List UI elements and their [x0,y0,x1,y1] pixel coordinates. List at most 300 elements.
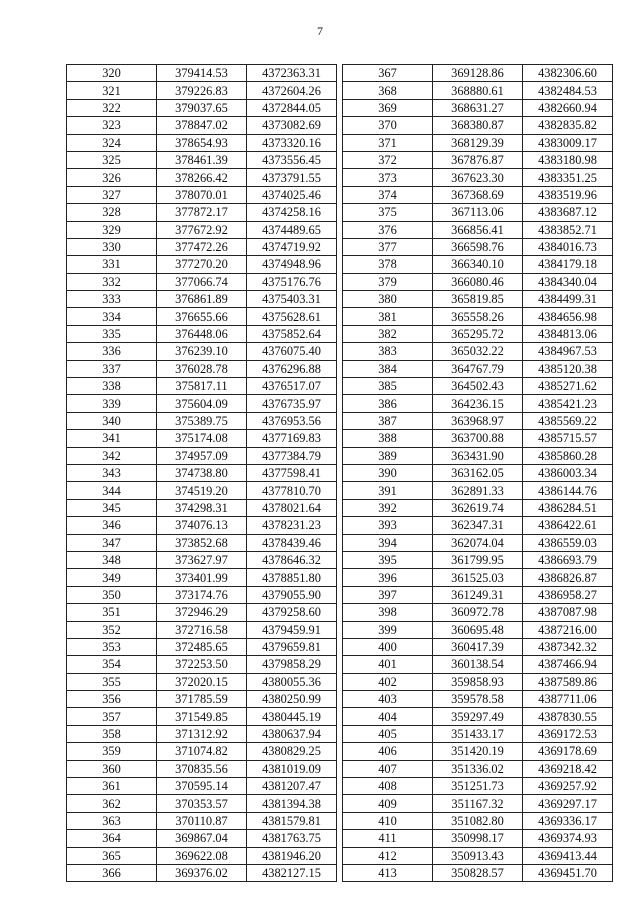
point-number-cell: 356 [67,691,157,708]
y-coordinate-cell: 4387589.86 [523,673,613,690]
table-row [67,743,337,760]
table-row [67,117,337,134]
table-row [67,99,337,116]
y-coordinate-cell: 4381207.47 [247,778,337,795]
x-coordinate-cell: 362891.33 [433,482,523,499]
table-row [343,847,613,864]
x-coordinate-cell: 377270.20 [157,256,247,273]
point-number-cell: 382 [343,325,433,342]
x-coordinate-cell: 373852.68 [157,534,247,551]
x-coordinate-cell: 365032.22 [433,343,523,360]
y-coordinate-cell: 4385860.28 [523,447,613,464]
y-coordinate-cell: 4384016.73 [523,238,613,255]
x-coordinate-cell: 368380.87 [433,117,523,134]
x-coordinate-cell: 351433.17 [433,725,523,742]
point-number-cell: 350 [67,586,157,603]
y-coordinate-cell: 4380637.94 [247,725,337,742]
point-number-cell: 402 [343,673,433,690]
table-row [343,656,613,673]
table-row [67,378,337,395]
y-coordinate-cell: 4379858.29 [247,656,337,673]
point-number-cell: 361 [67,778,157,795]
y-coordinate-cell: 4373082.69 [247,117,337,134]
point-number-cell: 412 [343,847,433,864]
point-number-cell: 372 [343,151,433,168]
x-coordinate-cell: 373401.99 [157,569,247,586]
point-number-cell: 332 [67,273,157,290]
y-coordinate-cell: 4385120.38 [523,360,613,377]
y-coordinate-cell: 4387830.55 [523,708,613,725]
point-number-cell: 355 [67,673,157,690]
y-coordinate-cell: 4383009.17 [523,134,613,151]
y-coordinate-cell: 4377169.83 [247,430,337,447]
point-number-cell: 341 [67,430,157,447]
point-number-cell: 349 [67,569,157,586]
y-coordinate-cell: 4377598.41 [247,464,337,481]
point-number-cell: 377 [343,238,433,255]
y-coordinate-cell: 4378646.32 [247,551,337,568]
x-coordinate-cell: 370835.56 [157,760,247,777]
point-number-cell: 323 [67,117,157,134]
x-coordinate-cell: 376028.78 [157,360,247,377]
point-number-cell: 364 [67,830,157,847]
table-row [67,847,337,864]
x-coordinate-cell: 359578.58 [433,691,523,708]
table-row [343,82,613,99]
table-row [343,743,613,760]
point-number-cell: 370 [343,117,433,134]
y-coordinate-cell: 4369297.17 [523,795,613,812]
x-coordinate-cell: 369128.86 [433,65,523,82]
point-number-cell: 380 [343,291,433,308]
x-coordinate-cell: 368631.27 [433,99,523,116]
point-number-cell: 394 [343,534,433,551]
y-coordinate-cell: 4373791.55 [247,169,337,186]
table-row [343,151,613,168]
y-coordinate-cell: 4374948.96 [247,256,337,273]
x-coordinate-cell: 364767.79 [433,360,523,377]
y-coordinate-cell: 4378231.23 [247,517,337,534]
x-coordinate-cell: 379226.83 [157,82,247,99]
table-row [67,795,337,812]
point-number-cell: 411 [343,830,433,847]
point-number-cell: 385 [343,378,433,395]
point-number-cell: 336 [67,343,157,360]
point-number-cell: 373 [343,169,433,186]
x-coordinate-cell: 365295.72 [433,325,523,342]
table-row [67,482,337,499]
x-coordinate-cell: 374519.20 [157,482,247,499]
point-number-cell: 343 [67,464,157,481]
table-row [67,499,337,516]
y-coordinate-cell: 4384499.31 [523,291,613,308]
point-number-cell: 351 [67,604,157,621]
y-coordinate-cell: 4385421.23 [523,395,613,412]
x-coordinate-cell: 374738.80 [157,464,247,481]
y-coordinate-cell: 4386422.61 [523,517,613,534]
y-coordinate-cell: 4375628.61 [247,308,337,325]
table-row [67,82,337,99]
table-row [343,447,613,464]
coordinate-table-right [342,64,613,882]
coordinate-table-left [66,64,337,882]
y-coordinate-cell: 4381579.81 [247,812,337,829]
x-coordinate-cell: 364502.43 [433,378,523,395]
x-coordinate-cell: 377872.17 [157,204,247,221]
point-number-cell: 386 [343,395,433,412]
point-number-cell: 362 [67,795,157,812]
x-coordinate-cell: 372020.15 [157,673,247,690]
table-row [343,134,613,151]
table-row [343,691,613,708]
table-row [67,586,337,603]
y-coordinate-cell: 4384967.53 [523,343,613,360]
x-coordinate-cell: 351167.32 [433,795,523,812]
point-number-cell: 390 [343,464,433,481]
y-coordinate-cell: 4376517.07 [247,378,337,395]
y-coordinate-cell: 4383687.12 [523,204,613,221]
x-coordinate-cell: 350913.43 [433,847,523,864]
x-coordinate-cell: 378266.42 [157,169,247,186]
x-coordinate-cell: 369376.02 [157,864,247,881]
x-coordinate-cell: 363431.90 [433,447,523,464]
table-row [67,308,337,325]
x-coordinate-cell: 350998.17 [433,830,523,847]
table-row [67,238,337,255]
y-coordinate-cell: 4375176.76 [247,273,337,290]
point-number-cell: 381 [343,308,433,325]
table-row [343,99,613,116]
table-row [343,864,613,881]
table-row [343,464,613,481]
y-coordinate-cell: 4369413.44 [523,847,613,864]
x-coordinate-cell: 372716.58 [157,621,247,638]
x-coordinate-cell: 379414.53 [157,65,247,82]
x-coordinate-cell: 365558.26 [433,308,523,325]
y-coordinate-cell: 4378439.46 [247,534,337,551]
table-row [67,169,337,186]
y-coordinate-cell: 4383180.98 [523,151,613,168]
point-number-cell: 335 [67,325,157,342]
table-row [343,760,613,777]
point-number-cell: 352 [67,621,157,638]
x-coordinate-cell: 361525.03 [433,569,523,586]
x-coordinate-cell: 378070.01 [157,186,247,203]
table-row [343,204,613,221]
y-coordinate-cell: 4382306.60 [523,65,613,82]
table-row [343,117,613,134]
table-row [67,447,337,464]
y-coordinate-cell: 4376296.88 [247,360,337,377]
table-row [67,830,337,847]
y-coordinate-cell: 4373556.45 [247,151,337,168]
y-coordinate-cell: 4386958.27 [523,586,613,603]
table-row [343,378,613,395]
point-number-cell: 396 [343,569,433,586]
point-number-cell: 321 [67,82,157,99]
y-coordinate-cell: 4372604.26 [247,82,337,99]
y-coordinate-cell: 4380829.25 [247,743,337,760]
y-coordinate-cell: 4369218.42 [523,760,613,777]
y-coordinate-cell: 4384179.18 [523,256,613,273]
table-row [343,308,613,325]
table-row [67,604,337,621]
point-number-cell: 374 [343,186,433,203]
table-row [343,725,613,742]
point-number-cell: 388 [343,430,433,447]
x-coordinate-cell: 362619.74 [433,499,523,516]
table-row [343,778,613,795]
x-coordinate-cell: 351420.19 [433,743,523,760]
point-number-cell: 405 [343,725,433,742]
y-coordinate-cell: 4386144.76 [523,482,613,499]
table-row [343,169,613,186]
point-number-cell: 408 [343,778,433,795]
y-coordinate-cell: 4387216.00 [523,621,613,638]
x-coordinate-cell: 360972.78 [433,604,523,621]
point-number-cell: 397 [343,586,433,603]
x-coordinate-cell: 351336.02 [433,760,523,777]
point-number-cell: 399 [343,621,433,638]
point-number-cell: 338 [67,378,157,395]
table-row [67,638,337,655]
table-row [67,343,337,360]
x-coordinate-cell: 371549.85 [157,708,247,725]
y-coordinate-cell: 4379258.60 [247,604,337,621]
point-number-cell: 371 [343,134,433,151]
x-coordinate-cell: 378654.93 [157,134,247,151]
y-coordinate-cell: 4379459.91 [247,621,337,638]
x-coordinate-cell: 351251.73 [433,778,523,795]
point-number-cell: 327 [67,186,157,203]
table-row [67,151,337,168]
y-coordinate-cell: 4386559.03 [523,534,613,551]
point-number-cell: 358 [67,725,157,742]
y-coordinate-cell: 4386284.51 [523,499,613,516]
table-row [67,134,337,151]
x-coordinate-cell: 377472.26 [157,238,247,255]
y-coordinate-cell: 4379055.90 [247,586,337,603]
x-coordinate-cell: 373627.97 [157,551,247,568]
point-number-cell: 400 [343,638,433,655]
point-number-cell: 342 [67,447,157,464]
table-row [67,517,337,534]
table-row [343,291,613,308]
table-row [343,186,613,203]
table-row [343,430,613,447]
table-row [67,291,337,308]
point-number-cell: 354 [67,656,157,673]
x-coordinate-cell: 375389.75 [157,412,247,429]
x-coordinate-cell: 372485.65 [157,638,247,655]
table-row [343,638,613,655]
y-coordinate-cell: 4381019.09 [247,760,337,777]
y-coordinate-cell: 4369178.69 [523,743,613,760]
table-row [67,551,337,568]
y-coordinate-cell: 4379659.81 [247,638,337,655]
y-coordinate-cell: 4376075.40 [247,343,337,360]
x-coordinate-cell: 363968.97 [433,412,523,429]
point-number-cell: 378 [343,256,433,273]
y-coordinate-cell: 4369257.92 [523,778,613,795]
y-coordinate-cell: 4385715.57 [523,430,613,447]
point-number-cell: 359 [67,743,157,760]
y-coordinate-cell: 4369451.70 [523,864,613,881]
x-coordinate-cell: 378847.02 [157,117,247,134]
y-coordinate-cell: 4381394.38 [247,795,337,812]
table-row [343,534,613,551]
point-number-cell: 389 [343,447,433,464]
table-row [67,464,337,481]
x-coordinate-cell: 370595.14 [157,778,247,795]
table-row [343,517,613,534]
y-coordinate-cell: 4380250.99 [247,691,337,708]
table-row [343,569,613,586]
x-coordinate-cell: 360695.48 [433,621,523,638]
x-coordinate-cell: 362347.31 [433,517,523,534]
point-number-cell: 360 [67,760,157,777]
x-coordinate-cell: 359858.93 [433,673,523,690]
table-row [67,673,337,690]
x-coordinate-cell: 371785.59 [157,691,247,708]
table-row [343,499,613,516]
x-coordinate-cell: 365819.85 [433,291,523,308]
x-coordinate-cell: 368129.39 [433,134,523,151]
y-coordinate-cell: 4387087.98 [523,604,613,621]
x-coordinate-cell: 366080.46 [433,273,523,290]
point-number-cell: 369 [343,99,433,116]
y-coordinate-cell: 4372363.31 [247,65,337,82]
y-coordinate-cell: 4382127.15 [247,864,337,881]
point-number-cell: 403 [343,691,433,708]
y-coordinate-cell: 4378851.80 [247,569,337,586]
table-row [67,864,337,881]
table-row [67,325,337,342]
point-number-cell: 363 [67,812,157,829]
y-coordinate-cell: 4382660.94 [523,99,613,116]
table-row [343,65,613,82]
point-number-cell: 366 [67,864,157,881]
point-number-cell: 329 [67,221,157,238]
x-coordinate-cell: 375174.08 [157,430,247,447]
point-number-cell: 398 [343,604,433,621]
point-number-cell: 340 [67,412,157,429]
x-coordinate-cell: 371074.82 [157,743,247,760]
x-coordinate-cell: 350828.57 [433,864,523,881]
point-number-cell: 387 [343,412,433,429]
y-coordinate-cell: 4373320.16 [247,134,337,151]
y-coordinate-cell: 4376735.97 [247,395,337,412]
table-row [343,412,613,429]
y-coordinate-cell: 4380055.36 [247,673,337,690]
table-row [343,325,613,342]
point-number-cell: 348 [67,551,157,568]
x-coordinate-cell: 361249.31 [433,586,523,603]
table-row [343,395,613,412]
table-row [343,621,613,638]
y-coordinate-cell: 4383519.96 [523,186,613,203]
point-number-cell: 320 [67,65,157,82]
table-row [67,534,337,551]
x-coordinate-cell: 367368.69 [433,186,523,203]
y-coordinate-cell: 4382484.53 [523,82,613,99]
point-number-cell: 345 [67,499,157,516]
x-coordinate-cell: 374957.09 [157,447,247,464]
table-row [343,238,613,255]
table-row [67,708,337,725]
y-coordinate-cell: 4374489.65 [247,221,337,238]
point-number-cell: 365 [67,847,157,864]
table-row [343,482,613,499]
table-row [67,430,337,447]
y-coordinate-cell: 4374025.46 [247,186,337,203]
x-coordinate-cell: 367876.87 [433,151,523,168]
y-coordinate-cell: 4375403.31 [247,291,337,308]
y-coordinate-cell: 4385271.62 [523,378,613,395]
table-row [343,708,613,725]
page-number: 7 [317,24,323,38]
y-coordinate-cell: 4387711.06 [523,691,613,708]
y-coordinate-cell: 4386693.79 [523,551,613,568]
x-coordinate-cell: 378461.39 [157,151,247,168]
x-coordinate-cell: 371312.92 [157,725,247,742]
table-row [67,395,337,412]
point-number-cell: 410 [343,812,433,829]
x-coordinate-cell: 379037.65 [157,99,247,116]
y-coordinate-cell: 4384340.04 [523,273,613,290]
y-coordinate-cell: 4386003.34 [523,464,613,481]
y-coordinate-cell: 4372844.05 [247,99,337,116]
table-row [67,221,337,238]
y-coordinate-cell: 4381763.75 [247,830,337,847]
table-row [343,256,613,273]
x-coordinate-cell: 369867.04 [157,830,247,847]
table-row [343,360,613,377]
x-coordinate-cell: 376655.66 [157,308,247,325]
point-number-cell: 328 [67,204,157,221]
x-coordinate-cell: 370353.57 [157,795,247,812]
x-coordinate-cell: 377066.74 [157,273,247,290]
point-number-cell: 339 [67,395,157,412]
x-coordinate-cell: 362074.04 [433,534,523,551]
point-number-cell: 391 [343,482,433,499]
x-coordinate-cell: 351082.80 [433,812,523,829]
y-coordinate-cell: 4374719.92 [247,238,337,255]
y-coordinate-cell: 4384656.98 [523,308,613,325]
point-number-cell: 333 [67,291,157,308]
x-coordinate-cell: 376861.89 [157,291,247,308]
table-row [343,273,613,290]
table-row [67,812,337,829]
point-number-cell: 353 [67,638,157,655]
x-coordinate-cell: 367623.30 [433,169,523,186]
y-coordinate-cell: 4369374.93 [523,830,613,847]
point-number-cell: 347 [67,534,157,551]
table-row [343,604,613,621]
x-coordinate-cell: 367113.06 [433,204,523,221]
y-coordinate-cell: 4382835.82 [523,117,613,134]
table-row [343,221,613,238]
point-number-cell: 379 [343,273,433,290]
table-row [343,812,613,829]
point-number-cell: 331 [67,256,157,273]
table-row [67,186,337,203]
point-number-cell: 330 [67,238,157,255]
table-row [343,795,613,812]
y-coordinate-cell: 4378021.64 [247,499,337,516]
table-row [67,412,337,429]
x-coordinate-cell: 374076.13 [157,517,247,534]
